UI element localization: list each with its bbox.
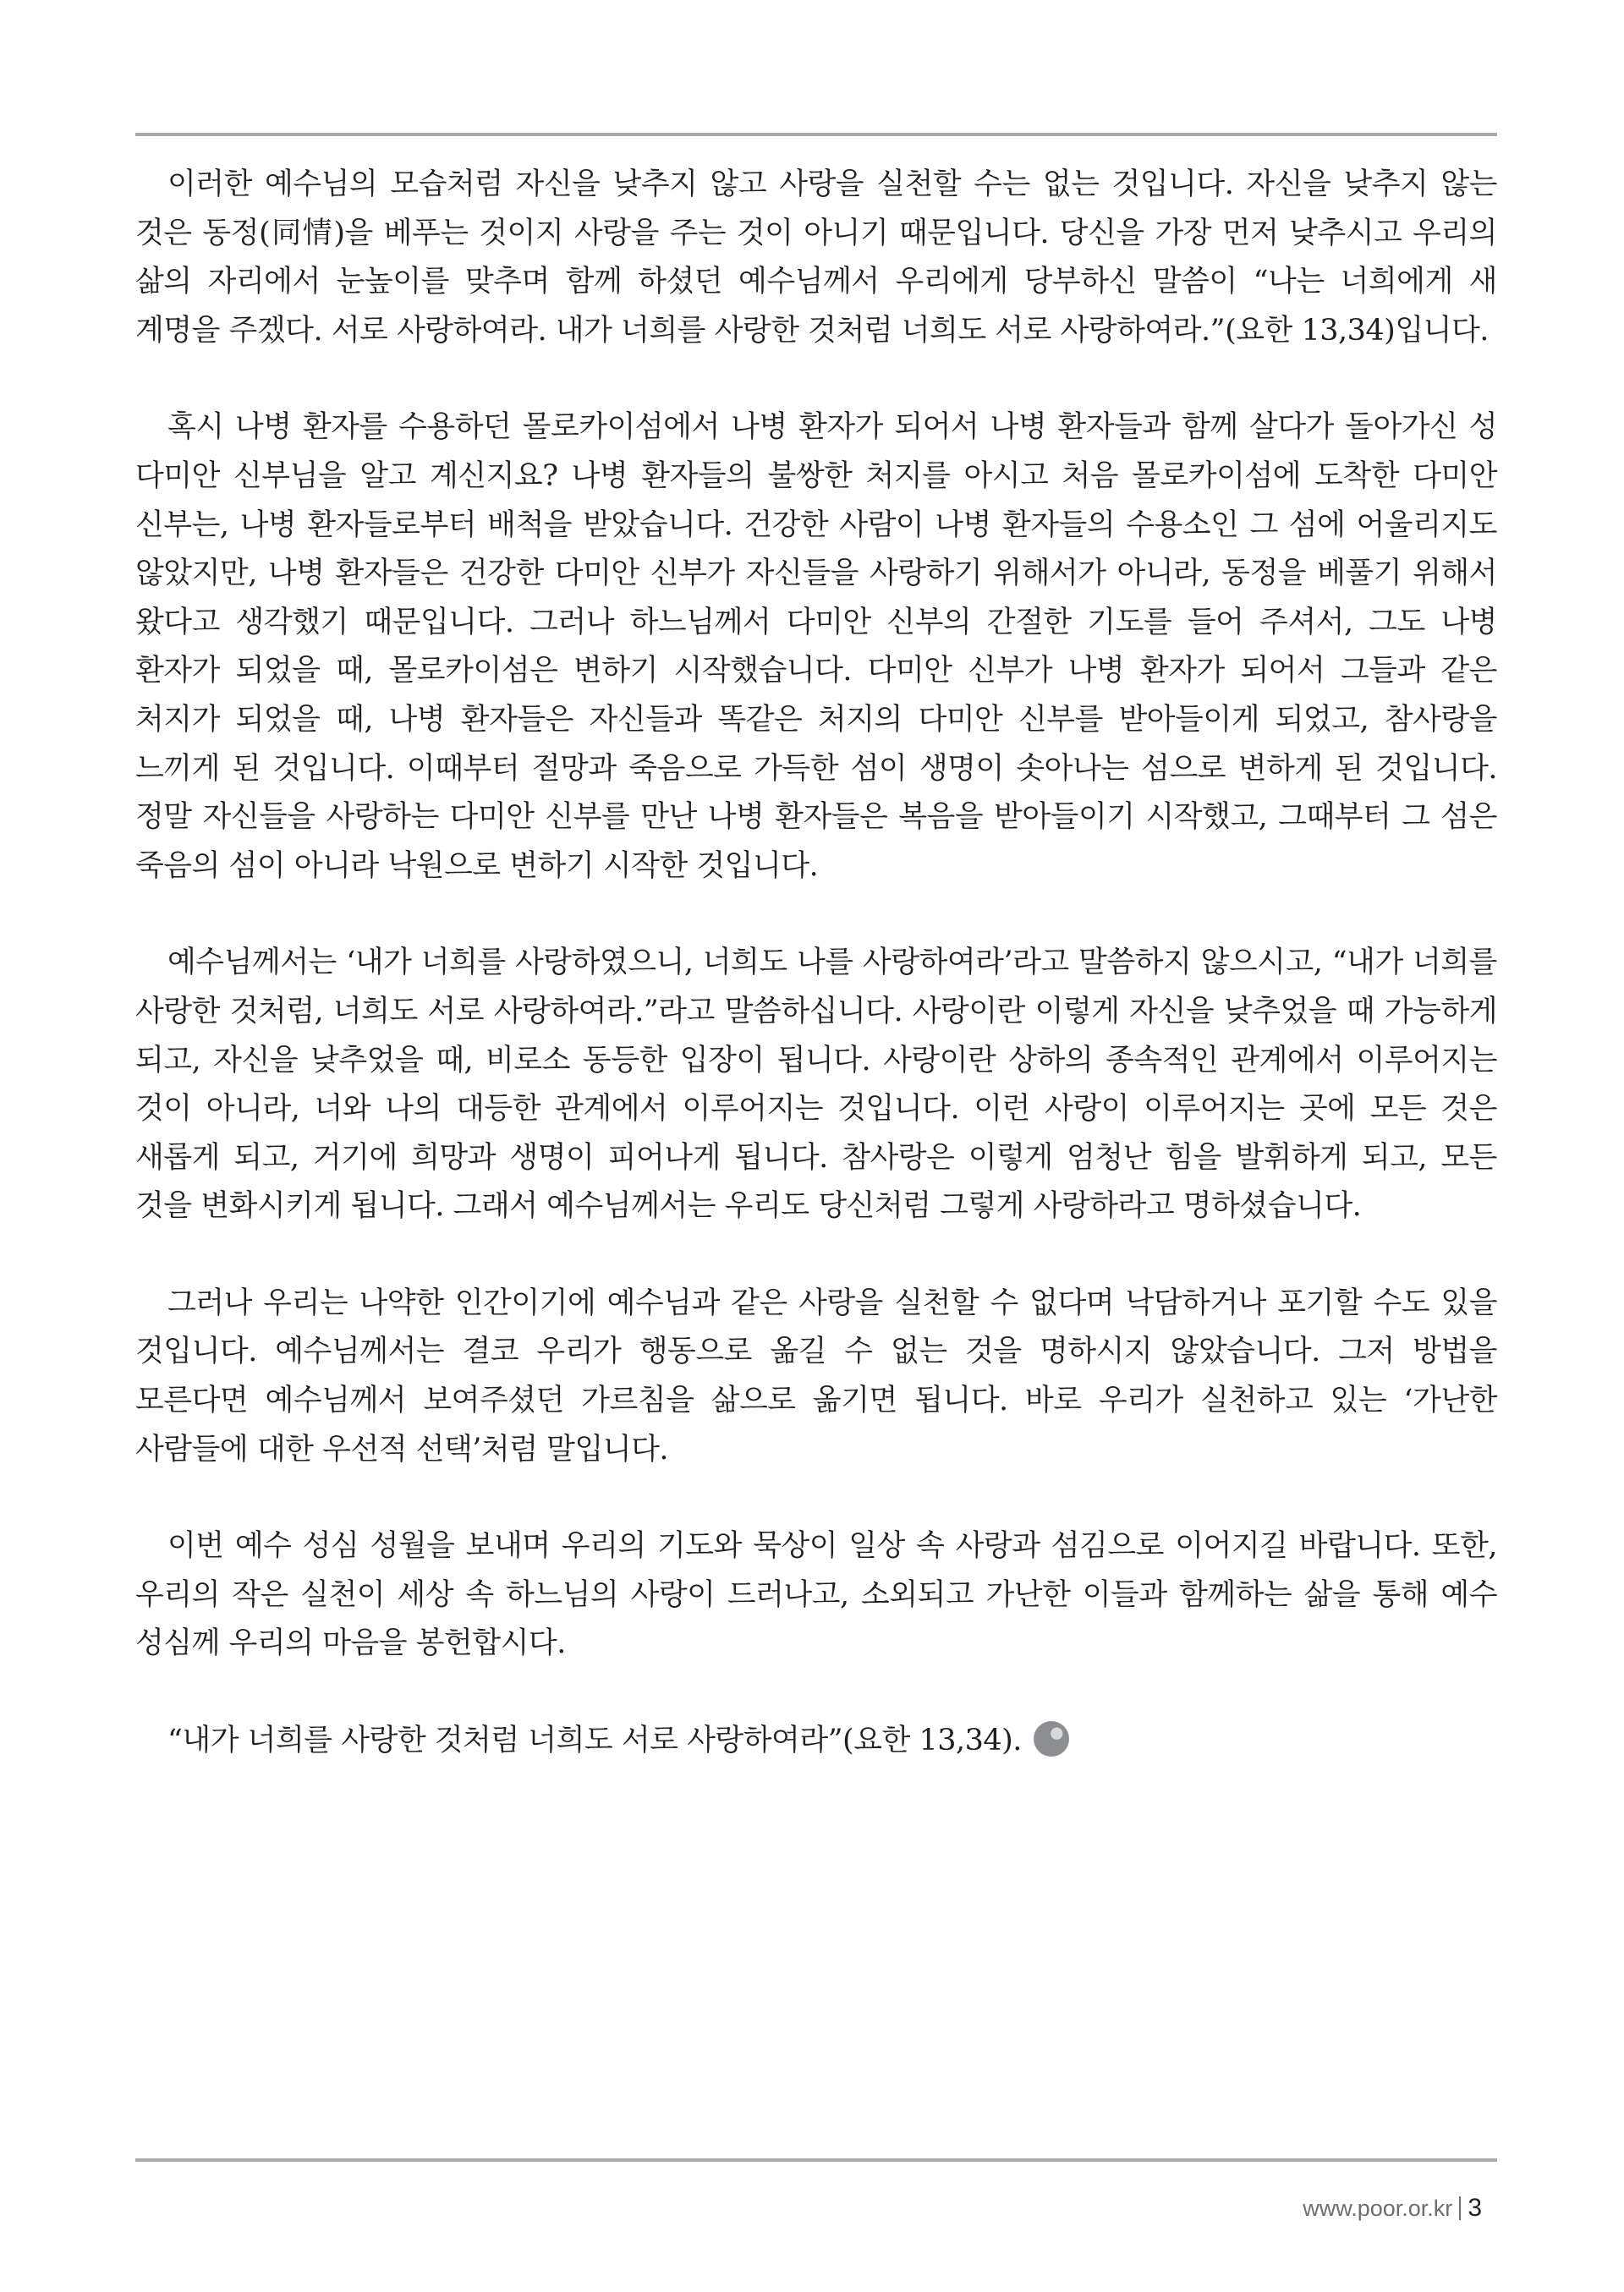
paragraph: 이러한 예수님의 모습처럼 자신을 낮추지 않고 사랑을 실천할 수는 없는 것입니다. 자신을 낮추지 않는 것은 동정(同情)을 베푸는 것이지 사랑을 주는 것이 아니기 때문입니다. 당신을 가장 먼저 낮추시고 우리의 삶의 자리에서 눈높이를 맞추며 함께 하셨던 예수님께서 우리에게 당부하신 말씀이 “나는 너희에게 새 계명을 주겠다. 서로 사랑하여라. 내가 너희를 사랑한 것처럼 너희도 서로 사랑하여라.”(요한 13,34)입니다.	[135, 167, 1497, 348]
closing-quote-text: “내가 너희를 사랑한 것처럼 너희도 서로 사랑하여라”(요한 13,34).	[167, 1724, 1022, 1758]
footer-url[interactable]: www.poor.or.kr	[1303, 2195, 1453, 2221]
paragraph: 예수님께서는 ‘내가 너희를 사랑하였으니, 너희도 나를 사랑하여라’라고 말씀하지 않으시고, “내가 너희를 사랑한 것처럼, 너희도 서로 사랑하여라.”라고 말씀하십니다. 사랑이란 이렇게 자신을 낮추었을 때 가능하게 되고, 자신을 낮추었을 때, 비로소 동등한 입장이 됩니다. 사랑이란 상하의 종속적인 관계에서 이루어지는 것이 아니라, 너와 나의 대등한 관계에서 이루어지는 것입니다. 이런 사랑이 이루어지는 곳에 모든 것은 새롭게 되고, 거기에 희망과 생명이 피어나게 됩니다. 참사랑은 이렇게 엄청난 힘을 발휘하게 되고, 모든 것을 변화시키게 됩니다. 그래서 예수님께서는 우리도 당신처럼 그렇게 사랑하라고 명하셨습니다.	[135, 946, 1497, 1224]
end-mark-icon	[1034, 1721, 1069, 1757]
page-number: 3	[1468, 2194, 1482, 2222]
closing-quote	[135, 1717, 1497, 1766]
paragraph: 그러나 우리는 나약한 인간이기에 예수님과 같은 사랑을 실천할 수 없다며 낙담하거나 포기할 수도 있을 것입니다. 예수님께서는 결코 우리가 행동으로 옮길 수 없는 것을 명하시지 않았습니다. 그저 방법을 모른다면 예수님께서 보여주셨던 가르침을 삶으로 옮기면 됩니다. 바로 우리가 실천하고 있는 ‘가난한 사람들에 대한 우선적 선택’처럼 말입니다.	[135, 1286, 1497, 1467]
paragraph: 혹시 나병 환자를 수용하던 몰로카이섬에서 나병 환자가 되어서 나병 환자들과 함께 살다가 돌아가신 성 다미안 신부님을 알고 계신지요? 나병 환자들의 불쌍한 처지를 아시고 처음 몰로카이섬에 도착한 다미안 신부는, 나병 환자들로부터 배척을 받았습니다. 건강한 사람이 나병 환자들의 수용소인 그 섬에 어울리지도 않았지만, 나병 환자들은 건강한 다미안 신부가 자신들을 사랑하기 위해서가 아니라, 동정을 베풀기 위해서 왔다고 생각했기 때문입니다. 그러나 하느님께서 다미안 신부의 간절한 기도를 들어 주셔서, 그도 나병 환자가 되었을 때, 몰로카이섬은 변하기 시작했습니다. 다미안 신부가 나병 환자가 되어서 그들과 같은 처지가 되었을 때, 나병 환자들은 자신들과 똑같은 처지의 다미안 신부를 받아들이게 되었고, 참사랑을 느끼게 된 것입니다. 이때부터 절망과 죽음으로 가득한 섬이 생명이 솟아나는 섬으로 변하게 된 것입니다. 정말 자신들을 사랑하는 다미안 신부를 만난 나병 환자들은 복음을 받아들이기 시작했고, 그때부터 그 섬은 죽음의 섬이 아니라 낙원으로 변하기 시작한 것입니다.	[135, 410, 1497, 883]
page-footer	[1303, 2194, 1482, 2223]
article-body	[135, 161, 1497, 1766]
footer-separator	[1459, 2196, 1461, 2220]
paragraph: 이번 예수 성심 성월을 보내며 우리의 기도와 묵상이 일상 속 사랑과 섬김으로 이어지길 바랍니다. 또한, 우리의 작은 실천이 세상 속 하느님의 사랑이 드러나고, 소외되고 가난한 이들과 함께하는 삶을 통해 예수 성심께 우리의 마음을 봉헌합시다.	[135, 1529, 1497, 1661]
bottom-rule	[135, 2158, 1497, 2162]
top-rule	[135, 133, 1497, 136]
